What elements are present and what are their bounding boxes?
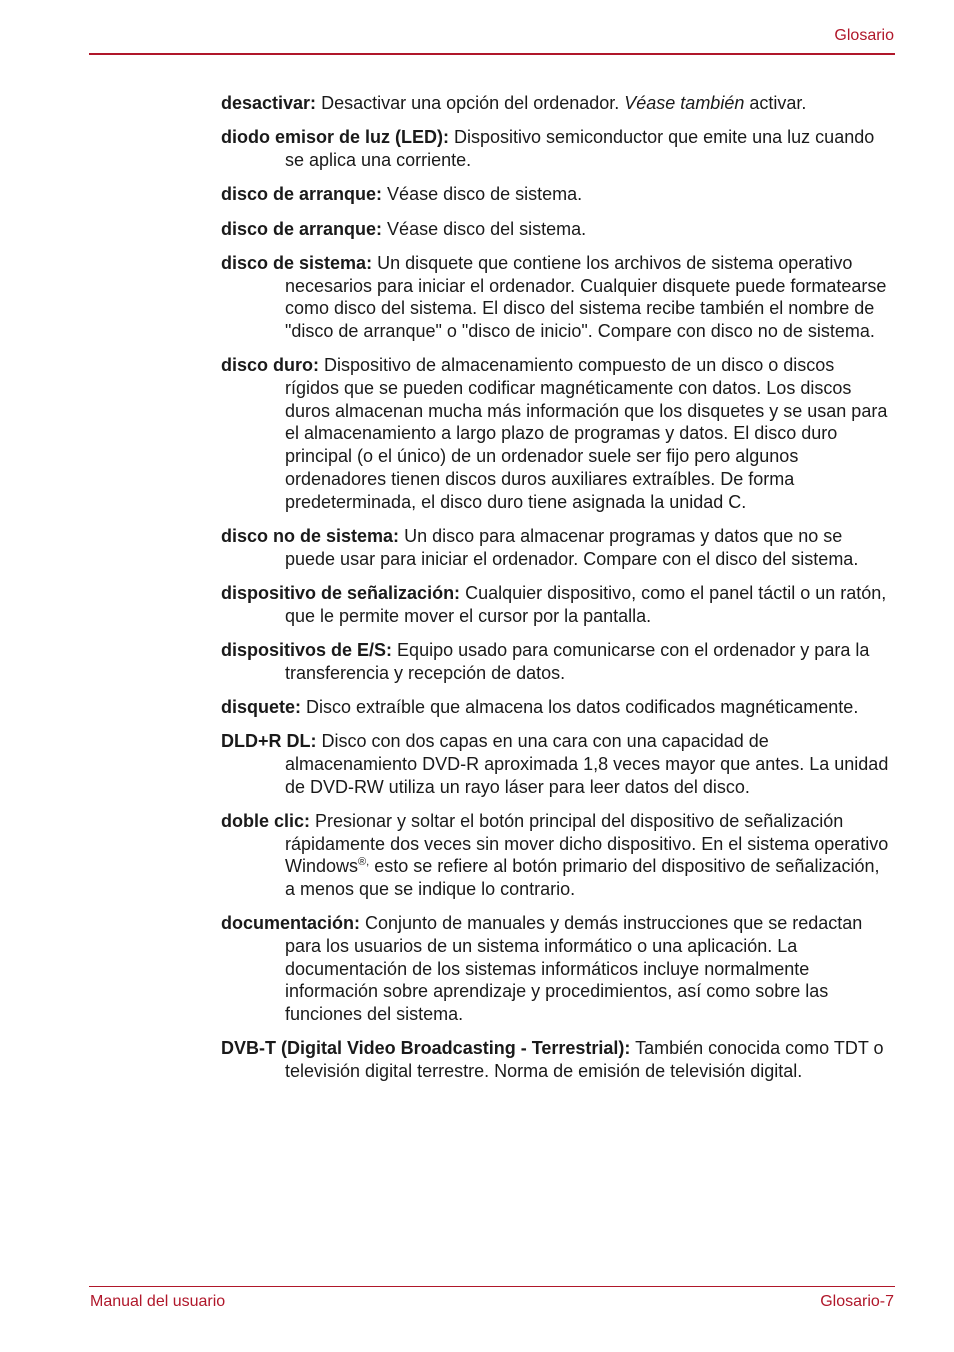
glossary-definition: Dispositivo de almacenamiento compuesto de un disco o discos rígidos que se pueden codificar magnéticamente con datos. Los discos duros almacenan mucha más información que los disquetes y se usan para el almacenamiento a largo plazo de programas y datos. El disco duro principal (o el único) de un ordenador suele ser fijo pero algunos ordenadores tienen discos duros auxiliares extraíbles. De forma predeterminada, el disco duro tiene asignada la unidad C. — [285, 355, 888, 512]
glossary-term: doble clic: — [221, 810, 311, 831]
glossary-definition-tail: activar. — [744, 93, 807, 113]
glossary-definition: Véase disco de sistema. — [382, 184, 583, 205]
registered-mark: ®, — [358, 856, 370, 869]
glossary-definition: También conocida como TDT o televisión digital terrestre. Norma de emisión de televisión digital. — [285, 1038, 884, 1082]
glossary-term: disco de sistema: — [221, 252, 373, 273]
glossary-definition: Equipo usado para comunicarse con el ordenador y para la transferencia y recepción de datos. — [285, 639, 870, 683]
glossary-term: dispositivos de E/S: — [221, 639, 393, 660]
page-number: Glosario-7 — [820, 1293, 894, 1310]
glossary-entry — [221, 218, 893, 241]
glossary-definition: Desactivar una opción del ordenador. — [316, 93, 625, 113]
glossary-entry — [221, 92, 893, 115]
glossary-definition: Dispositivo semiconductor que emite una luz cuando se aplica una corriente. — [285, 127, 875, 170]
glossary-term: documentación: — [221, 913, 361, 934]
glossary-entry — [221, 252, 893, 343]
glossary-term: DVB-T (Digital Video Broadcasting - Terrestrial): — [221, 1038, 631, 1059]
glossary-term: disco no de sistema: — [221, 525, 400, 546]
glossary-term: disco duro: — [221, 355, 319, 376]
header-rule — [89, 53, 895, 55]
glossary-definition: Presionar y soltar el botón principal del dispositivo de señalización rápidamente dos veces sin mover dicho dispositivo. En el sistema operativo Windows — [285, 810, 889, 877]
glossary-entry — [221, 810, 893, 901]
glossary-entry — [221, 696, 893, 719]
glossary-term: disquete: — [221, 696, 302, 717]
glossary-definition: Un disco para almacenar programas y datos que no se puede usar para iniciar el ordenador. Compare con el disco del sistema. — [285, 525, 859, 569]
glossary-definition: Conjunto de manuales y demás instrucciones que se redactan para los usuarios de un sistema informático o una aplicación. La documentación de los sistemas informáticos incluye normalmente información sobre aprendizaje y procedimientos, así como sobre las funciones del sistema. — [285, 913, 863, 1025]
glossary-entry — [221, 639, 893, 684]
glossary-entry — [221, 354, 893, 513]
glossary-term: DLD+R DL: — [221, 731, 317, 752]
footer-manual-title: Manual del usuario — [90, 1293, 226, 1310]
glossary-entry — [221, 525, 893, 570]
glossary-definition-tail: esto se refiere al botón primario del dispositivo de señalización, a menos que se indique lo contrario. — [285, 856, 880, 899]
glossary-definition: Disco extraíble que almacena los datos codificados magnéticamente. — [301, 696, 859, 717]
glossary-list — [221, 92, 893, 1094]
glossary-entry — [221, 1037, 893, 1082]
footer-rule — [89, 1286, 895, 1287]
see-also-label: Véase también — [624, 93, 745, 113]
glossary-term: desactivar: — [221, 93, 317, 113]
glossary-term: disco de arranque: — [221, 218, 383, 239]
glossary-entry — [221, 183, 893, 206]
glossary-definition: Un disquete que contiene los archivos de sistema operativo necesarios para iniciar el ordenador. Cualquier disquete puede formatearse como disco del sistema. El disco del sistema recibe también el nombre de "disco de arranque" o "disco de inicio". Compare con disco no de sistema. — [285, 252, 887, 341]
glossary-definition: Véase disco del sistema. — [382, 218, 587, 239]
header-title: Glosario — [834, 27, 894, 44]
glossary-term: diodo emisor de luz (LED): — [221, 127, 449, 148]
glossary-term: disco de arranque: — [221, 184, 383, 205]
glossary-entry — [221, 730, 893, 798]
glossary-entry — [221, 582, 893, 627]
glossary-entry — [221, 126, 893, 171]
glossary-term: dispositivo de señalización: — [221, 582, 461, 603]
glossary-entry — [221, 912, 893, 1026]
glossary-definition: Cualquier dispositivo, como el panel táctil o un ratón, que le permite mover el cursor por la pantalla. — [285, 582, 887, 626]
glossary-definition: Disco con dos capas en una cara con una capacidad de almacenamiento DVD-R aproximada 1,8 veces mayor que antes. La unidad de DVD-RW utiliza un rayo láser para leer datos del disco. — [285, 731, 889, 797]
